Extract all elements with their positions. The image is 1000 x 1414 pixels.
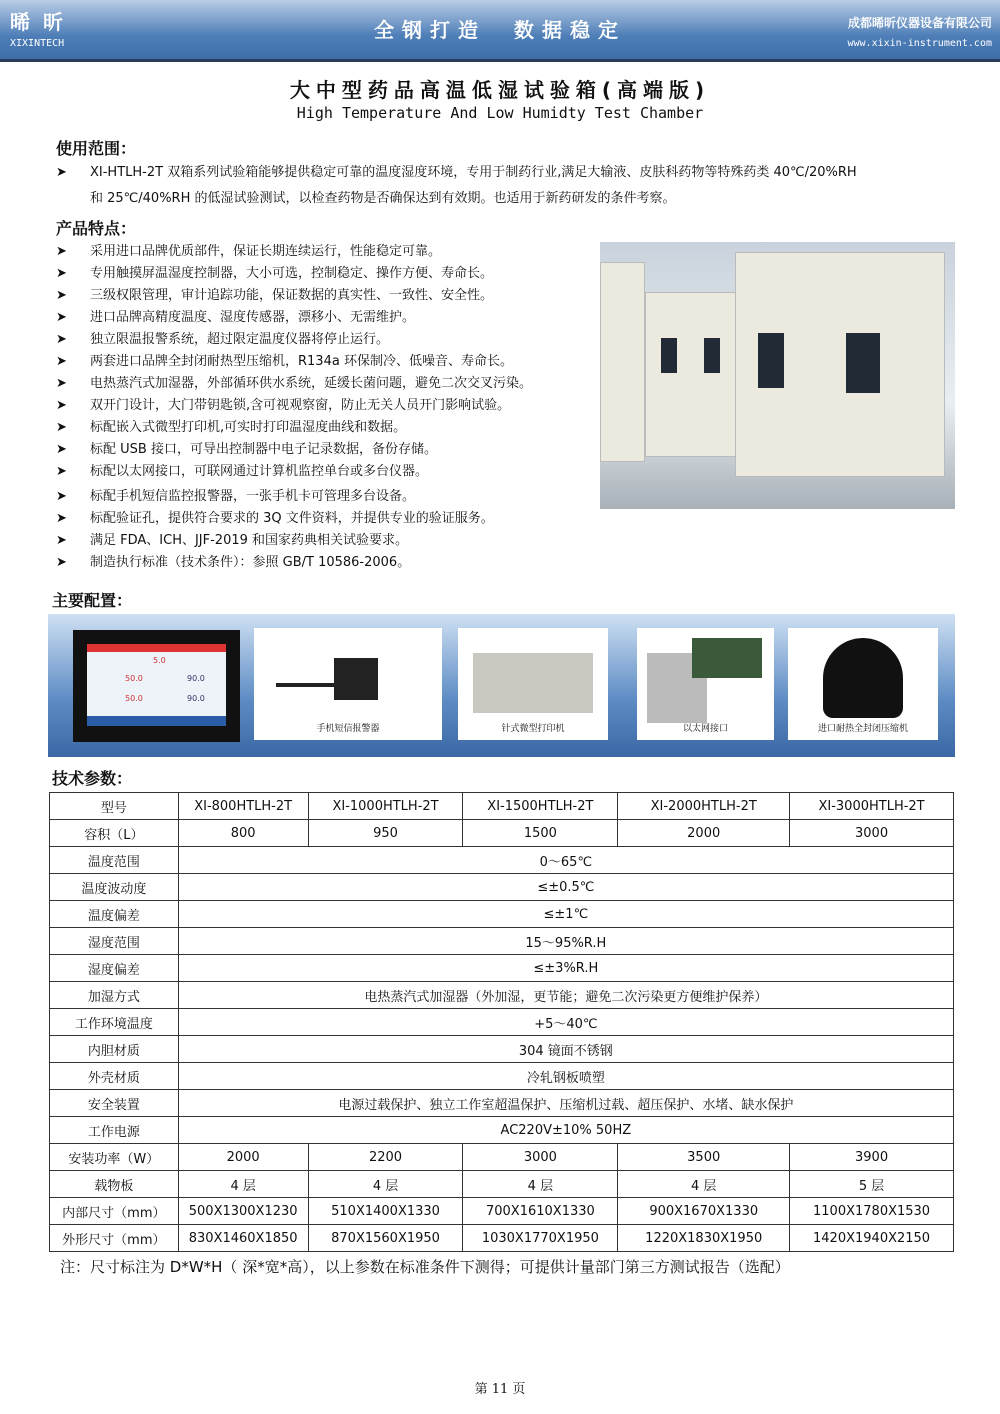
row-label: 加湿方式 [50,982,179,1009]
table-row [50,928,954,955]
table-row [50,847,954,874]
table-cell: 1220X1830X1950 [618,1225,790,1252]
arrow-bullet-icon: ➤ [56,244,67,259]
arrow-bullet-icon: ➤ [56,533,67,548]
table-cell: 2000 [178,1144,308,1171]
table-cell: 304 镜面不锈钢 [178,1036,953,1063]
arrow-bullet-icon: ➤ [56,398,67,413]
table-cell: AC220V±10% 50HZ [178,1117,953,1144]
table-cell: 1100X1780X1530 [790,1198,954,1225]
table-row [50,982,954,1009]
table-cell: 4 层 [618,1171,790,1198]
table-cell: 4 层 [308,1171,463,1198]
row-label: 工作电源 [50,1117,179,1144]
table-row [50,820,954,847]
table-cell: 1420X1940X2150 [790,1225,954,1252]
arrow-bullet-icon: ➤ [56,555,67,570]
table-cell: 4 层 [178,1171,308,1198]
arrow-bullet-icon: ➤ [56,376,67,391]
table-row [50,1171,954,1198]
table-cell: +5～40℃ [178,1009,953,1036]
screen-value: 50.0 [125,674,143,683]
table-cell: 510X1400X1330 [308,1198,463,1225]
row-label: 载物板 [50,1171,179,1198]
ethernet-image [637,628,774,740]
table-row [50,901,954,928]
sms-alarm-image [254,628,442,740]
table-row [50,955,954,982]
row-label: 安装功率（W） [50,1144,179,1171]
arrow-bullet-icon: ➤ [56,489,67,504]
config-caption: 针式微型打印机 [501,724,565,734]
arrow-bullet-icon: ➤ [56,464,67,479]
table-cell: 电源过载保护、独立工作室超温保护、压缩机过载、超压保护、水堵、缺水保护 [178,1090,953,1117]
config-caption: 进口耐热全封闭压缩机 [817,724,908,734]
table-cell: XI-800HTLH-2T [178,793,308,820]
table-cell: 15～95%R.H [178,928,953,955]
touchscreen-controller-image [73,630,240,742]
table-cell: XI-1000HTLH-2T [308,793,463,820]
config-caption: 手机短信报警器 [316,724,380,734]
table-cell: 2200 [308,1144,463,1171]
row-label: 湿度偏差 [50,955,179,982]
arrow-bullet-icon: ➤ [56,442,67,457]
table-cell: 700X1610X1330 [463,1198,618,1225]
table-row [50,1225,954,1252]
specs-table [49,792,954,1252]
compressor-image [788,628,938,740]
row-label: 外壳材质 [50,1063,179,1090]
screen-value: 50.0 [125,694,143,703]
config-heading: 主要配置： [52,591,133,610]
table-row [50,1198,954,1225]
table-cell: 500X1300X1230 [178,1198,308,1225]
page-title: 大中型药品高温低湿试验箱(高端版) [289,78,711,102]
arrow-bullet-icon: ➤ [56,165,67,180]
footnote: 注：尺寸标注为 D*W*H（ 深*宽*高），以上参数在标准条件下测得；可提供计量部门第三方测试报告（选配） [60,1258,790,1276]
config-banner [48,614,955,757]
row-label: 温度范围 [50,847,179,874]
table-cell: 0～65℃ [178,847,953,874]
row-label: 内胆材质 [50,1036,179,1063]
page-number: 第 11 页 [474,1382,526,1397]
config-caption: 以太网接口 [682,724,728,734]
table-cell: 2000 [618,820,790,847]
table-cell: 4 层 [463,1171,618,1198]
usage-heading: 使用范围： [56,139,137,158]
specs-heading: 技术参数： [52,769,133,788]
printer-image [458,628,608,740]
row-label: 工作环境温度 [50,1009,179,1036]
table-cell: 900X1670X1330 [618,1198,790,1225]
table-row [50,1144,954,1171]
table-cell: XI-3000HTLH-2T [790,793,954,820]
table-cell: 3900 [790,1144,954,1171]
row-label: 温度波动度 [50,874,179,901]
table-cell: 3500 [618,1144,790,1171]
arrow-bullet-icon: ➤ [56,354,67,369]
screen-value: 90.0 [187,674,205,683]
arrow-bullet-icon: ➤ [56,266,67,281]
table-row [50,1036,954,1063]
arrow-bullet-icon: ➤ [56,310,67,325]
table-cell: 1500 [463,820,618,847]
brand-english: XIXINTECH [10,38,65,49]
table-row [50,793,954,820]
table-cell: 1030X1770X1950 [463,1225,618,1252]
table-cell: ≤±3%R.H [178,955,953,982]
table-cell: XI-2000HTLH-2T [618,793,790,820]
table-row [50,1090,954,1117]
arrow-bullet-icon: ➤ [56,288,67,303]
arrow-bullet-icon: ➤ [56,420,67,435]
arrow-bullet-icon: ➤ [56,332,67,347]
page-subtitle: High Temperature And Low Humidty Test Chamber [296,104,704,122]
table-cell: 800 [178,820,308,847]
table-cell: 870X1560X1950 [308,1225,463,1252]
table-cell: 5 层 [790,1171,954,1198]
table-cell: ≤±0.5℃ [178,874,953,901]
website: www.xixin-instrument.com [847,38,992,49]
table-row [50,874,954,901]
arrow-bullet-icon: ➤ [56,511,67,526]
row-label: 内部尺寸（mm） [50,1198,179,1225]
slogan: 全钢打造 数据稳定 [374,18,626,42]
row-label: 外形尺寸（mm） [50,1225,179,1252]
table-cell: XI-1500HTLH-2T [463,793,618,820]
screen-value: 5.0 [153,656,166,665]
screen-value: 90.0 [187,694,205,703]
table-row [50,1063,954,1090]
company-name: 成都晞昕仪器设备有限公司 [847,16,992,30]
row-label: 容积（L） [50,820,179,847]
features-heading: 产品特点： [56,219,137,238]
table-cell: 3000 [790,820,954,847]
product-photo [600,242,955,509]
row-label: 温度偏差 [50,901,179,928]
row-label: 安全装置 [50,1090,179,1117]
page-header [0,0,1000,62]
table-cell: 冷轧钢板喷塑 [178,1063,953,1090]
brand-logo: 晞 昕 [10,10,66,34]
table-row [50,1009,954,1036]
table-cell: 830X1460X1850 [178,1225,308,1252]
row-label: 型号 [50,793,179,820]
table-cell: ≤±1℃ [178,901,953,928]
table-cell: 950 [308,820,463,847]
table-row [50,1117,954,1144]
row-label: 湿度范围 [50,928,179,955]
table-cell: 3000 [463,1144,618,1171]
table-cell: 电热蒸汽式加湿器（外加湿，更节能；避免二次污染更方便维护保养） [178,982,953,1009]
